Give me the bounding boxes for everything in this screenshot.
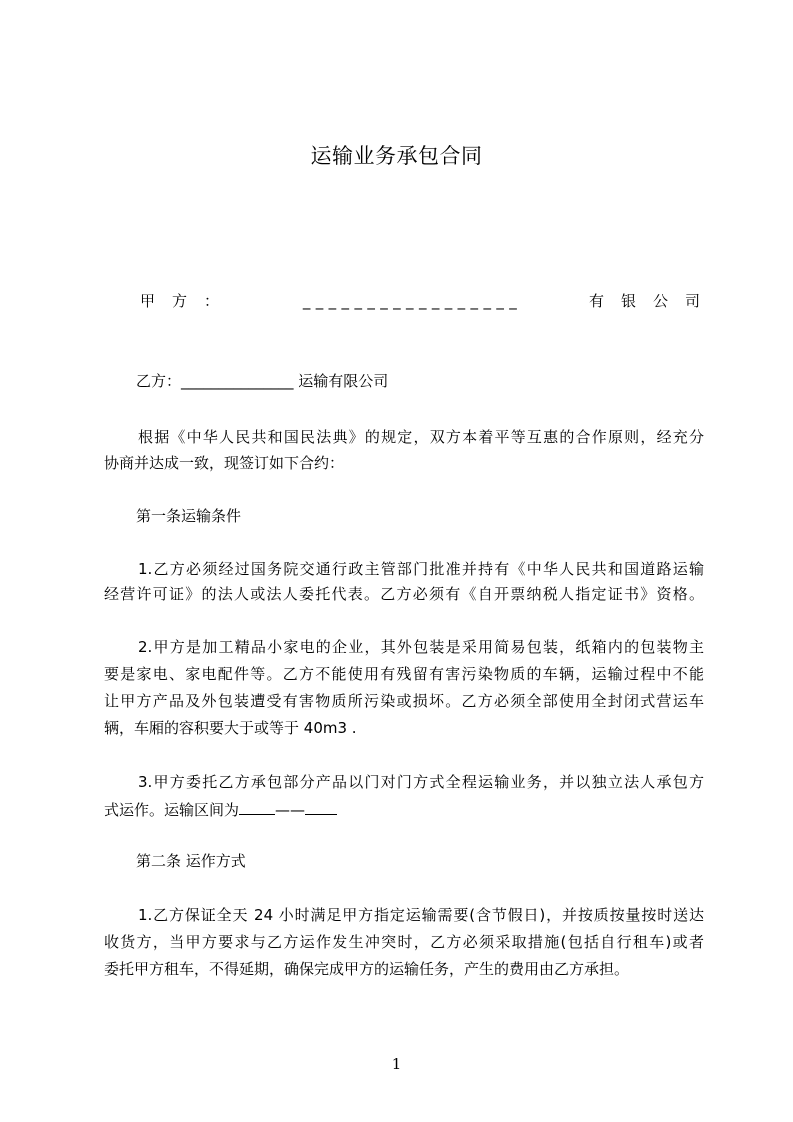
article1-clause2-line1: 2.甲方是加工精品小家电的企业，其外包装是采用简易包装，纸箱内的包装物主 <box>138 638 704 656</box>
party-b-line <box>136 370 704 392</box>
article1-clause2-line4: 辆，车厢的容积要大于或等于 40m3 . <box>104 719 357 737</box>
party-a-blank: _________________ <box>302 292 523 310</box>
party-b-blank: _______________ <box>181 372 294 390</box>
range-dash: —— <box>275 801 306 819</box>
article1-clause1-line1: 1.乙方必须经过国务院交通行政主管部门批准并持有《中华人民共和国道路运输 <box>138 560 704 578</box>
article2-clause1-line1: 1.乙方保证全天 24 小时满足甲方指定运输需要(含节假日)，并按质按量按时送达 <box>138 906 704 924</box>
document-title: 运输业务承包合同 <box>310 144 483 168</box>
article1-heading: 第一条运输条件 <box>136 507 242 525</box>
article2-clause1-line3: 委托甲方租车，不得延期，确保完成甲方的运输任务，产生的费用由乙方承担。 <box>104 960 630 978</box>
article1-clause2-line2: 要是家电、家电配件等。乙方不能使用有残留有害污染物质的车辆，运输过程中不能 <box>104 665 704 683</box>
article1-clause2-line3: 让甲方产品及外包装遭受有害物质所污染或损坏。乙方必须全部使用全封闭式营运车 <box>104 692 704 710</box>
range-end-blank <box>305 798 337 815</box>
page-number: 1 <box>391 1055 402 1073</box>
article2-heading: 第二条 运作方式 <box>136 852 246 870</box>
article1-clause3-line1: 3.甲方委托乙方承包部分产品以门对门方式全程运输业务，并以独立法人承包方 <box>138 773 704 791</box>
preamble-line-1: 根据《中华人民共和国民法典》的规定，双方本着平等互惠的合作原则，经充分 <box>138 428 704 446</box>
range-start-blank <box>239 798 275 815</box>
article1-clause1-line2: 经营许可证》的法人或法人委托代表。乙方必须有《自开票纳税人指定证书》资格。 <box>104 585 704 603</box>
preamble-line-2: 协商并达成一致，现签订如下合约： <box>104 454 345 472</box>
party-b-label: 乙方： <box>136 372 182 390</box>
party-a-company: 有银公司 <box>588 292 717 310</box>
party-b-company: 运输有限公司 <box>298 372 389 390</box>
article2-clause1-line2: 收货方，当甲方要求与乙方运作发生冲突时，乙方必须采取措施(包括自行租车)或者 <box>104 933 704 951</box>
article1-clause3-line2 <box>104 798 704 821</box>
transport-range-prefix: 式运作。运输区间为 <box>104 801 240 819</box>
party-a-label: 甲方： <box>140 292 237 310</box>
party-a-line <box>140 290 717 312</box>
